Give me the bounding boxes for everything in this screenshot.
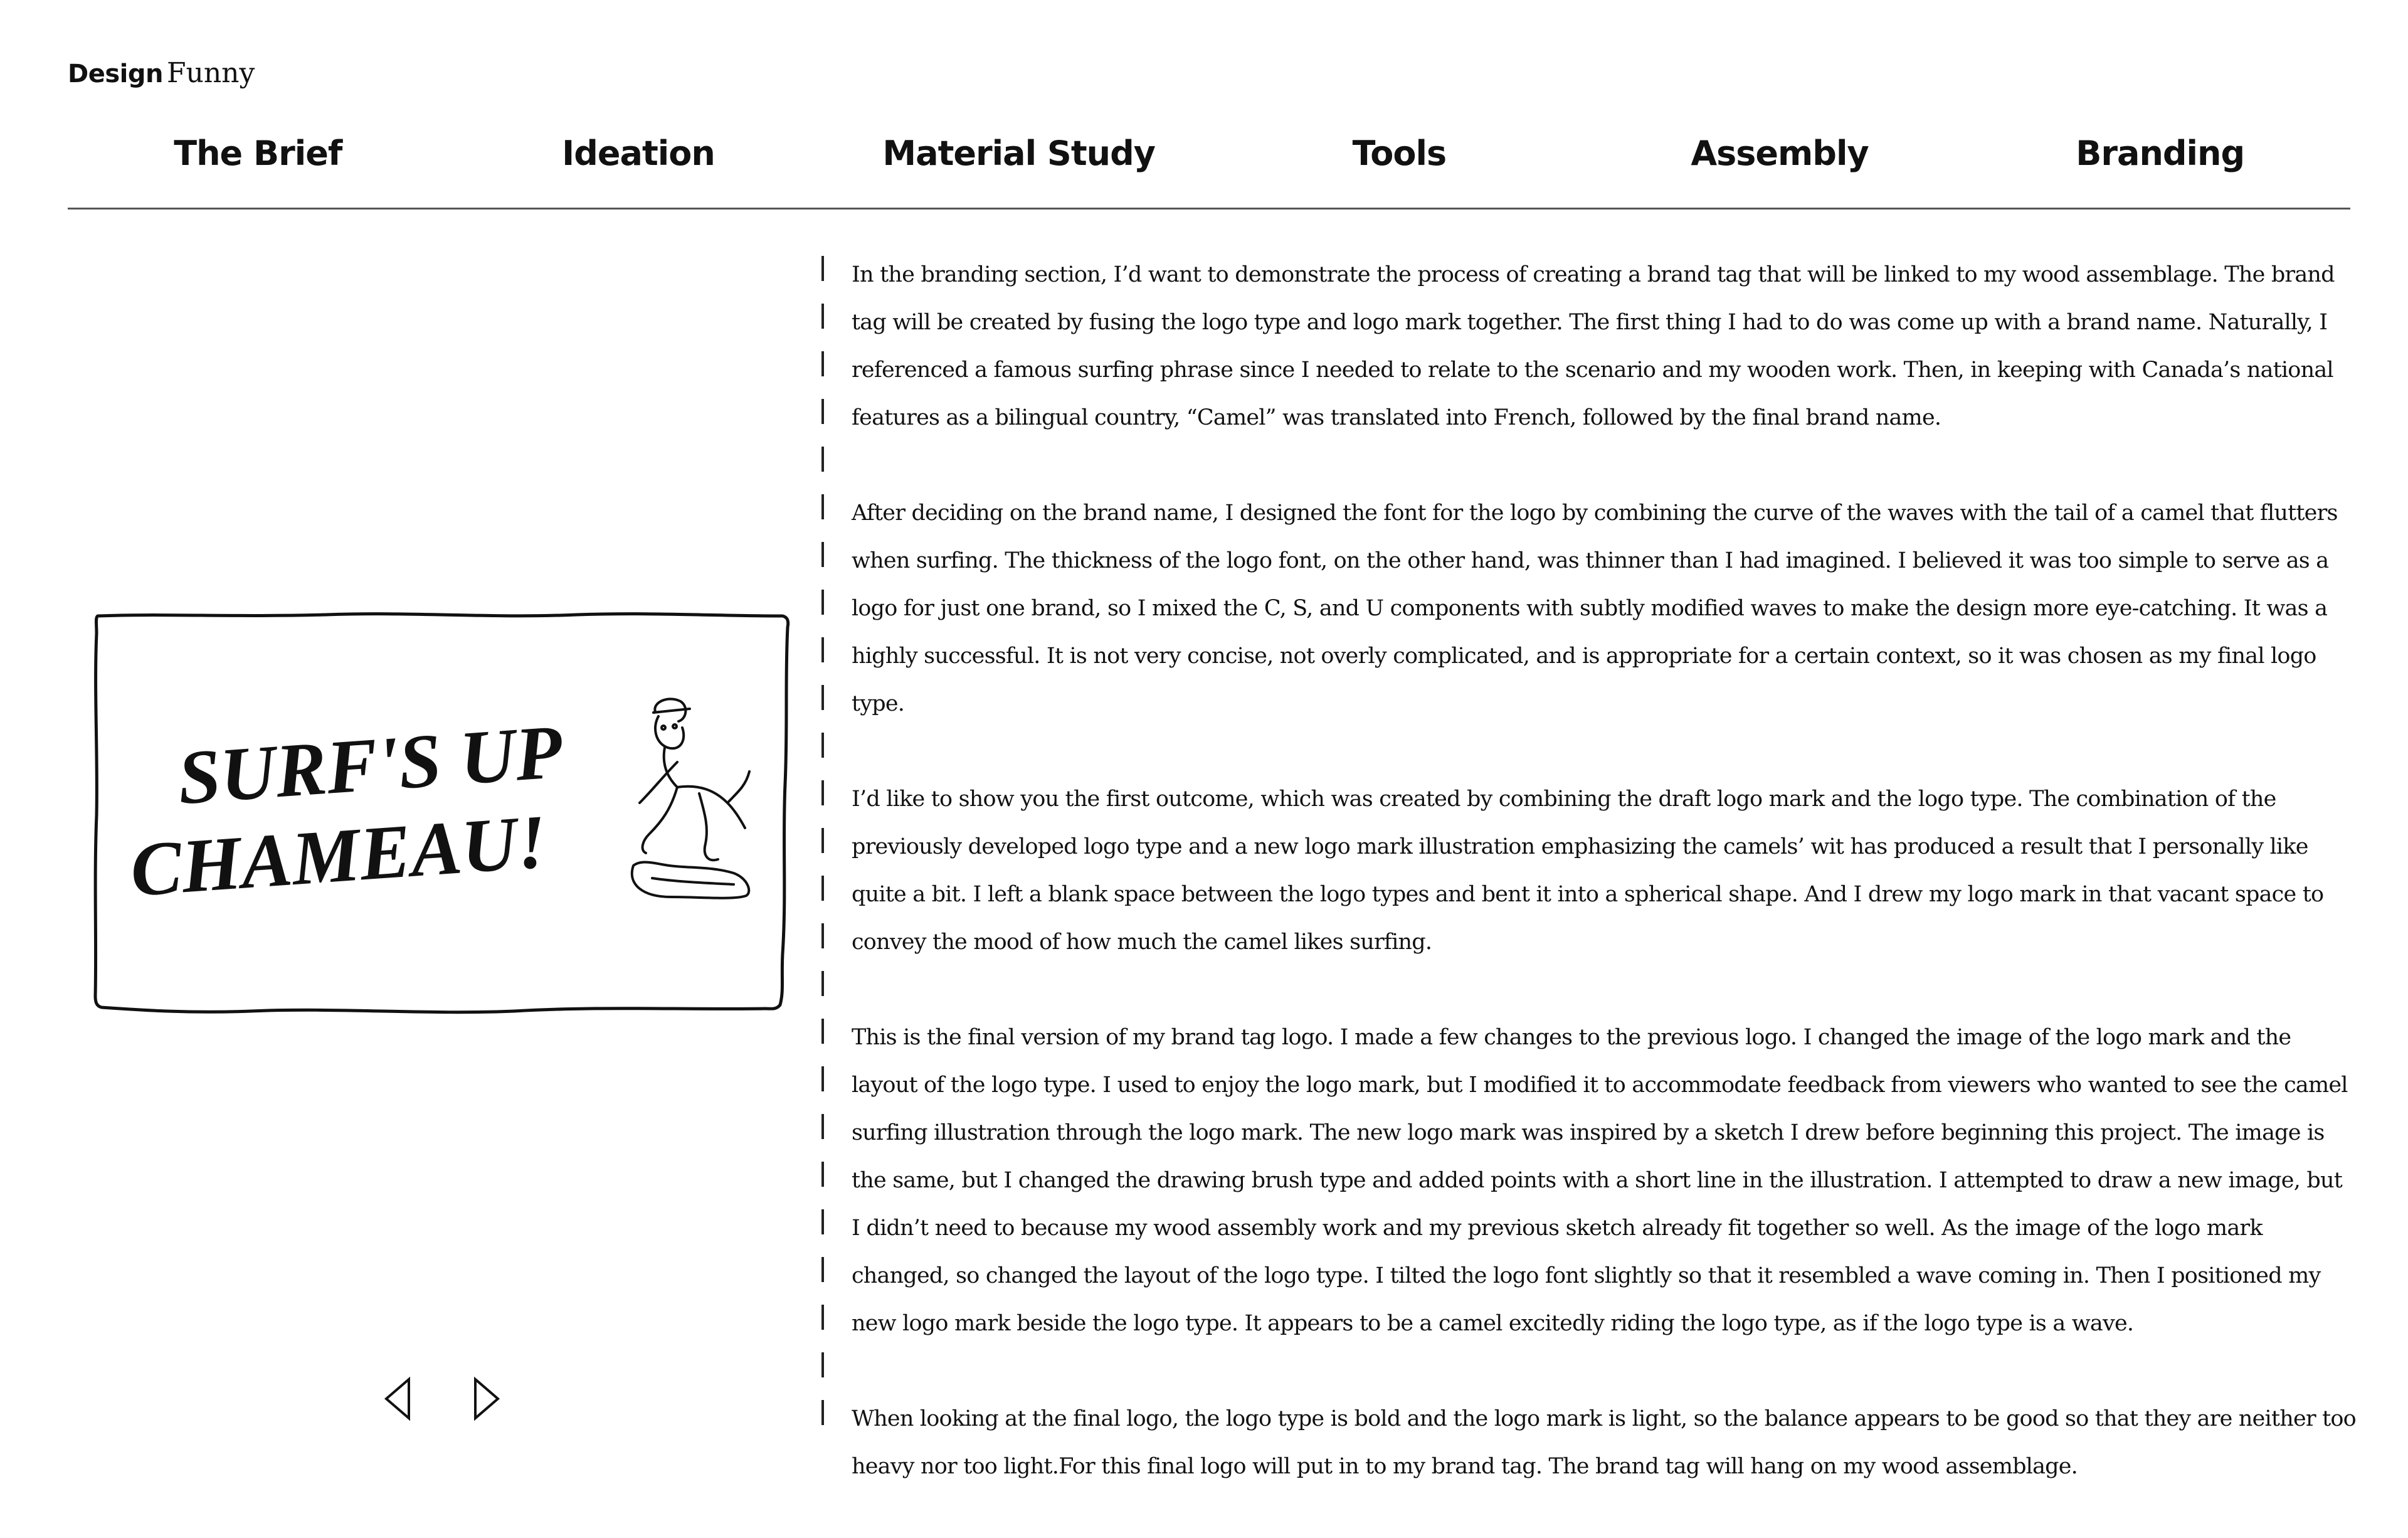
site-logo[interactable] <box>68 54 255 93</box>
artwork-line-2: CHAMEAU! <box>127 798 550 913</box>
nav-item-ideation[interactable]: Ideation <box>562 134 715 173</box>
next-button[interactable] <box>464 1371 508 1427</box>
nav-item-material-study[interactable]: Material Study <box>882 134 1155 173</box>
article-paragraph: After deciding on the brand name, I designed the font for the logo by combining the curve of the waves with the tail of a camel that flutters when surfing. The thickness of the logo font, on the other hand, was thinner than I had imagined. I believed it was too simple to serve as a logo for just one brand, so I mixed the C, S, and U components with subtly modified waves to make the design more eye-catching. It was a highly successful. It is not very concise, not overly complicated, and is appropriate for a certain context, so it was chosen as my final logo type. <box>852 501 2338 716</box>
article-paragraph: When looking at the final logo, the logo type is bold and the logo mark is light, so the balance appears to be good so that they are neither too heavy nor too light.For this final logo will put in to my brand tag. The brand tag will hang on my wood assemblage. <box>852 1406 2356 1479</box>
gallery-arrows <box>376 1371 508 1427</box>
triangle-left-icon <box>376 1371 420 1427</box>
article-paragraph: In the branding section, I’d want to demonstrate the process of creating a brand tag that will be linked to my wood assemblage. The brand tag will be created by fusing the logo type and logo mark together. The first thing I had to do was come up with a brand name. Naturally, I referenced a famous surfing phrase since I needed to relate to the scenario and my wooden work. Then, in keeping with Canada’s national features as a bilingual country, “Camel” was translated into French, followed by the final brand name. <box>852 262 2335 430</box>
logo-light-text: Funny <box>166 57 255 89</box>
prev-button[interactable] <box>376 1371 420 1427</box>
logo-bold-text: Design <box>68 60 163 88</box>
main-nav <box>68 125 2350 182</box>
artwork-line-1: SURF'S UP <box>175 709 565 821</box>
triangle-right-icon <box>464 1371 508 1427</box>
article-paragraph: This is the final version of my brand tag logo. I made a few changes to the previous logo. I changed the image of the logo mark and the layout of the logo type. I used to enjoy the logo mark, but I modified it to accommodate feedback from viewers who wanted to see the camel surfing illustration through the logo mark. The new logo mark was inspired by a sketch I drew before beginning this project. The image is the same, but I changed the drawing brush type and added points with a short line in the illustration. I attempted to draw a new image, but I didn’t need to because my wood assembly work and my previous sketch already fit together so well. As the image of the logo mark changed, so changed the layout of the logo type. I tilted the logo font slightly so that it resembled a wave coming in. Then I positioned my new logo mark beside the logo type. It appears to be a camel excitedly riding the logo type, as if the logo type is a wave. <box>852 1025 2348 1336</box>
brand-tag-illustration <box>88 602 796 1029</box>
nav-item-branding[interactable]: Branding <box>2076 134 2245 173</box>
dashed-divider <box>821 256 824 1448</box>
branding-article <box>852 251 2357 1538</box>
nav-divider <box>68 208 2350 209</box>
brand-tag-image <box>88 602 796 1029</box>
nav-item-tools[interactable]: Tools <box>1352 134 1447 173</box>
camel-surfer-icon <box>632 699 749 898</box>
article-paragraph: I’d like to show you the first outcome, which was created by combining the draft logo mark and the logo type. The combination of the previously developed logo type and a new logo mark illustration emphasizing the camels’ wit has produced a result that I personally like quite a bit. I left a blank space between the logo types and bent it into a spherical shape. And I drew my logo mark in that vacant space to convey the mood of how much the camel likes surfing. <box>852 787 2324 955</box>
nav-item-the-brief[interactable]: The Brief <box>174 134 342 173</box>
nav-item-assembly[interactable]: Assembly <box>1691 134 1869 173</box>
